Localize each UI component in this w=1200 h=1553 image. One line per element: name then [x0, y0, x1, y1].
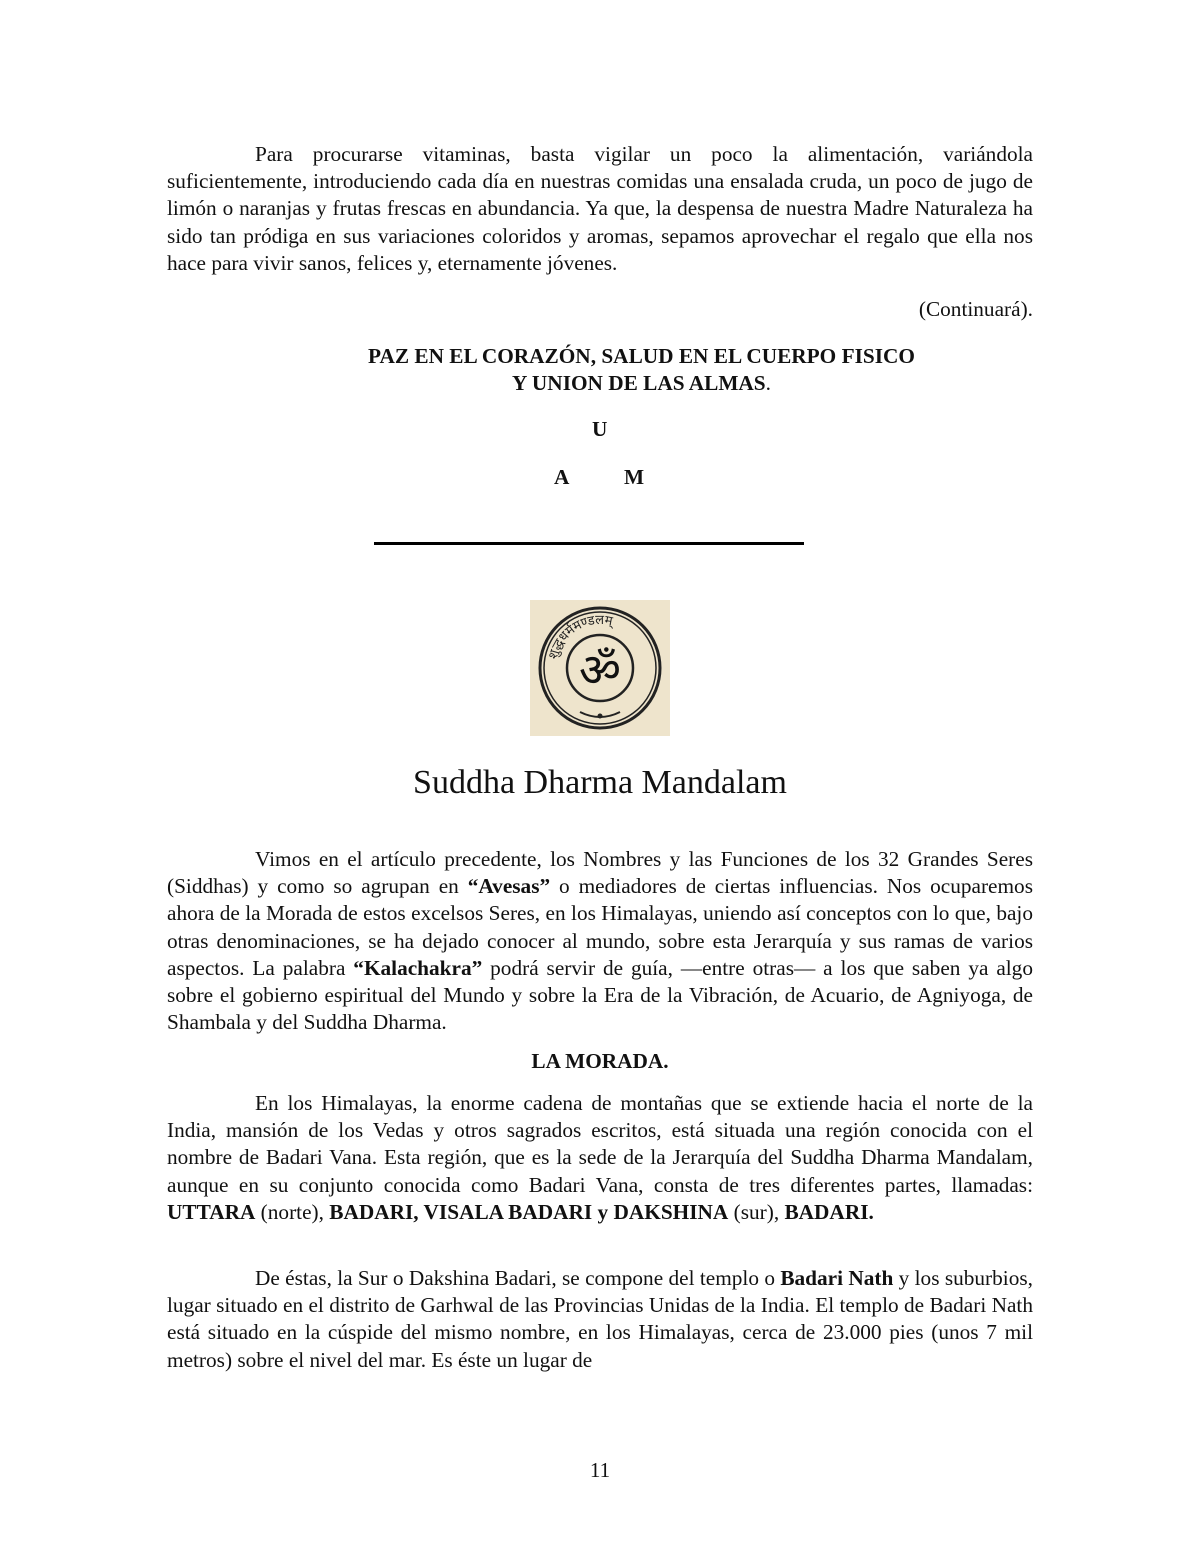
- p2-badari-visala-dakshina: BADARI, VISALA BADARI y DAKSHINA: [329, 1199, 729, 1224]
- p1-text-a: Vimos en el artículo precedente, los Nombres y las Funciones de los 32 Grandes Seres (Siddhas) y como so agrupan en: [167, 847, 1033, 899]
- p2-text-a: En los Himalayas, la enorme cadena de montañas que se extiende hacia el norte de la India, mansión de los Vedas y otros sagrados escritos, está situada una región conocida con el nombre de Badari Vana. Esta región, que es la sede de la Jerarquía del Suddha Dharma Mandalam, aunque en su conjunto conocida como Badari Vana, consta de tres diferentes partes, llamadas:: [167, 1091, 1033, 1197]
- article-title: Suddha Dharma Mandalam: [413, 764, 787, 801]
- p3-text-a: De éstas, la Sur o Dakshina Badari, se compone del templo o: [255, 1266, 781, 1290]
- p3-badari-nath: Badari Nath: [780, 1266, 894, 1290]
- p1-kalachakra: “Kalachakra”: [353, 955, 483, 980]
- seal-graphic: [530, 600, 670, 736]
- intro-paragraph-block: [167, 141, 1033, 277]
- page-number: 11: [589, 1458, 611, 1482]
- aum-m: M: [624, 465, 645, 489]
- p1-text-e: podrá servir de guía, —entre otras— a los que saben ya algo sobre el gobierno espiritual del Mundo y sobre la Era de la Vibración, de Acuario, de Agniyoga, de Shambala y del Suddha Dharma.: [167, 955, 1033, 1035]
- article-paragraph-2: [167, 1090, 1033, 1226]
- intro-paragraph: Para procurarse vitaminas, basta vigilar un poco la alimentación, variándola suficientemente, introduciendo cada día en nuestras comidas una ensalada cruda, un poco de jugo de limón o naranjas y frutas frescas en abundancia. Ya que, la despensa de nuestra Madre Naturaleza ha sido tan pródiga en sus variaciones coloridos y aromas, sepamos aprovechar el regalo que ella nos hace para vivir sanos, felices y, eternamente jóvenes.: [167, 142, 1033, 275]
- om-seal-icon: [530, 600, 670, 736]
- p2-badari: BADARI.: [784, 1199, 874, 1224]
- seal-laurel-knot: [598, 714, 603, 719]
- motto-line-1: PAZ EN EL CORAZÓN, SALUD EN EL CUERPO FISICO: [368, 344, 915, 368]
- article-paragraph-1: [167, 846, 1033, 1036]
- aum-a: A: [554, 465, 570, 489]
- aum-u: U: [592, 417, 608, 441]
- seal-om-glyph: ॐ: [579, 643, 621, 697]
- motto-block: [0, 343, 1200, 397]
- article-paragraph-3: [167, 1265, 1033, 1374]
- p2-text-e: (sur),: [728, 1199, 785, 1224]
- motto-line-2: [83, 370, 1200, 397]
- p3-text-c: y los suburbios, lugar situado en el distrito de Garhwal de las Provincias Unidas de la India. El templo de Badari Nath está situado en la cúspide del mismo nombre, en los Himalayas, cerca de 23.000 pies (unos 7 mil metros) sobre el nivel del mar. Es éste un lugar de: [167, 1266, 1033, 1372]
- continued-note: (Continuará).: [918, 297, 1033, 321]
- motto-line-2-end: .: [765, 371, 771, 395]
- p1-text-c: o mediadores de ciertas influencias. Nos ocuparemos ahora de la Morada de estos excelsos Seres, en los Himalayas, uniendo así conceptos con lo que, bajo otras denominaciones, se ha dejado conocer al mundo, sobre esta Jerarquía y sus ramas de varios aspectos. La palabra: [167, 874, 1033, 980]
- p2-uttara: UTTARA: [167, 1199, 256, 1224]
- p1-avesas: “Avesas”: [467, 874, 551, 899]
- section-divider: [374, 542, 804, 545]
- section-heading: LA MORADA.: [531, 1049, 669, 1073]
- seal-ring-textpath: शुद्धधर्ममण्डलम्: [546, 612, 614, 661]
- motto-line-2-text: Y UNION DE LAS ALMAS: [512, 371, 766, 395]
- p2-text-c: (norte),: [255, 1199, 330, 1224]
